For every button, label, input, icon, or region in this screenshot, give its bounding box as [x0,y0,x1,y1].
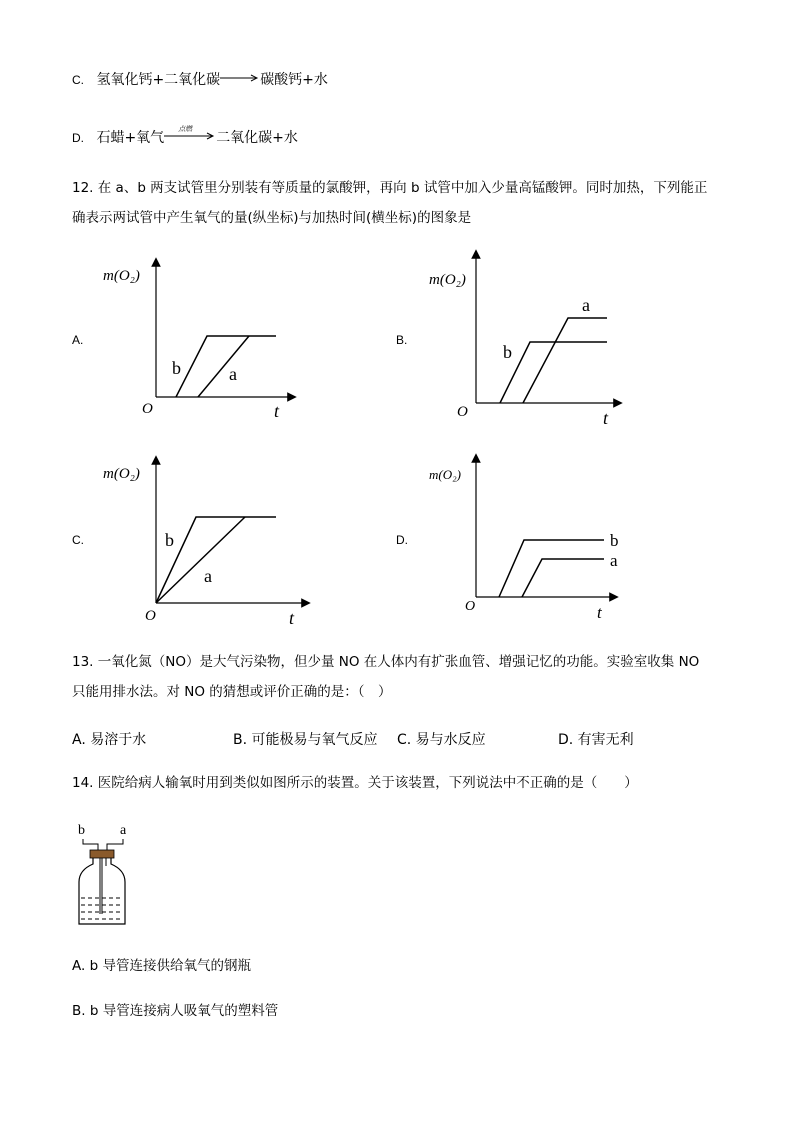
curve-a [198,336,249,397]
reactants: 氢氧化钙+二氧化碳 [96,72,221,88]
graph-c-label: C. [72,533,84,547]
x-axis-label: t [597,603,602,622]
curve-a-label: a [204,566,212,586]
q13-option-b[interactable]: B. 可能极易与氧气反应 [233,732,378,748]
x-axis-label: t [289,608,295,628]
tube-b-label: b [78,823,85,838]
q13-stem-line1: 13. 一氧化氮（NO）是大气污染物，但少量 NO 在人体内有扩张血管、增强记忆的功能。实验室收集 NO [72,654,700,670]
graph-d [429,458,619,622]
graph-c [103,460,306,628]
q12-stem-line1: 12. 在 a、b 两支试管里分别装有等质量的氯酸钾，再向 b 试管中加入少量高锰酸钾。同时加热，下列能正 [72,180,708,196]
curve-b [156,517,276,603]
curve-b-label: b [165,530,174,550]
products: 碳酸钙+水 [260,72,328,88]
ylabel: m(O₂) [103,268,140,284]
products: 二氧化碳+水 [216,130,298,146]
tube-a-label: a [120,823,127,838]
curve-b-label: b [503,342,512,362]
graph-d-label: D. [396,533,408,547]
graph-a [103,262,292,421]
q14-stem: 14. 医院给病人输氧时用到类似如图所示的装置。关于该装置，下列说法中不正确的是（ ） [72,775,638,791]
reaction-arrow-icon [220,70,260,90]
q14-option-b[interactable]: B. b 导管连接病人吸氧气的塑料管 [72,1003,279,1019]
graph-b [429,254,618,428]
option-label: C. [72,73,84,87]
curve-a-label: a [582,295,590,315]
reactants: 石蜡+氧气 [96,130,165,146]
origin-label: O [457,404,468,420]
y-axis-label: m(O₂) [429,467,461,482]
origin-label: O [145,608,156,624]
q13-option-d[interactable]: D. 有害无利 [558,732,634,748]
q13-option-a[interactable]: A. 易溶于水 [72,732,147,748]
origin-label: O [142,401,153,417]
y-axis-label: m(O₂) [429,272,466,288]
y-axis-label [103,268,140,284]
curve-b [500,342,607,403]
x-axis-label: t [603,408,609,428]
option-label: D. [72,131,84,145]
q12-graphs [0,240,794,640]
curve-b [176,336,276,397]
stopper [90,850,114,858]
curve-b-label: b [172,358,181,378]
curve-b-label: b [610,531,619,550]
q13-option-c[interactable]: C. 易与水反应 [397,732,486,748]
origin-label: O [465,599,476,614]
curve-a [522,559,604,597]
curve-a-label: a [229,364,237,384]
y-axis-label: m(O₂) [103,466,140,482]
reaction-arrow-icon [164,125,216,148]
q11-option-c [72,70,328,90]
graph-a-label: A. [72,333,84,347]
curve-a-label: a [610,551,618,570]
q14-option-a[interactable]: A. b 导管连接供给氧气的钢瓶 [72,958,251,974]
reaction-condition: 点燃 [178,125,193,133]
x-axis-label: t [274,401,280,421]
curve-b [499,540,604,597]
q11-option-d [72,125,298,148]
graph-b-label: B. [396,333,408,347]
curve-a [523,318,607,403]
gas-washing-bottle [72,818,152,930]
q12-stem-line2: 确表示两试管中产生氧气的量(纵坐标)与加热时间(横坐标)的图象是 [72,210,472,226]
q13-stem-line2: 只能用排水法。对 NO 的猜想或评价正确的是：（ ） [72,684,392,700]
